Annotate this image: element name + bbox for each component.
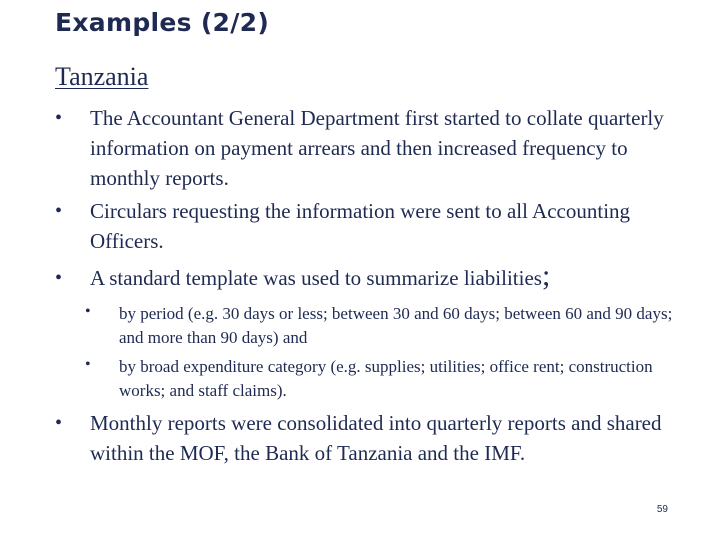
sub-bullet-text: by period (e.g. 30 days or less; between 30 and 60 days; between 60 and 90 days; and more than 90 days) and bbox=[119, 304, 673, 347]
bullet-item bbox=[55, 259, 685, 293]
sub-bullet-marker: • bbox=[85, 303, 91, 320]
bullet-text: A standard template was used to summarize liabilities bbox=[90, 266, 542, 290]
bullet-marker: • bbox=[55, 107, 63, 129]
page-number: 59 bbox=[656, 504, 668, 515]
bullet-text: Monthly reports were consolidated into quarterly reports and shared within the MOF, the Bank of Tanzania and the IMF. bbox=[90, 411, 662, 465]
slide-title: Examples (2/2) bbox=[55, 8, 270, 37]
bullet-marker: • bbox=[55, 267, 63, 289]
bullet-item bbox=[55, 196, 685, 256]
bullet-text: Circulars requesting the information were sent to all Accounting Officers. bbox=[90, 199, 631, 253]
sub-bullet-marker: • bbox=[85, 356, 91, 373]
section-heading: Tanzania bbox=[55, 62, 149, 91]
bullet-marker: • bbox=[55, 200, 63, 222]
bullet-marker: • bbox=[55, 412, 63, 434]
sub-bullet-item bbox=[85, 302, 685, 350]
sub-bullet-text: by broad expenditure category (e.g. supplies; utilities; office rent; construction works; and staff claims). bbox=[119, 357, 653, 400]
bullet-item bbox=[55, 408, 685, 468]
bullet-item bbox=[55, 103, 685, 193]
sub-bullet-item bbox=[85, 355, 685, 403]
bullet-trailing-semicolon: ; bbox=[541, 259, 551, 292]
bullet-text: The Accountant General Department first started to collate quarterly information on payment arrears and then increased frequency to monthly reports. bbox=[90, 106, 664, 190]
